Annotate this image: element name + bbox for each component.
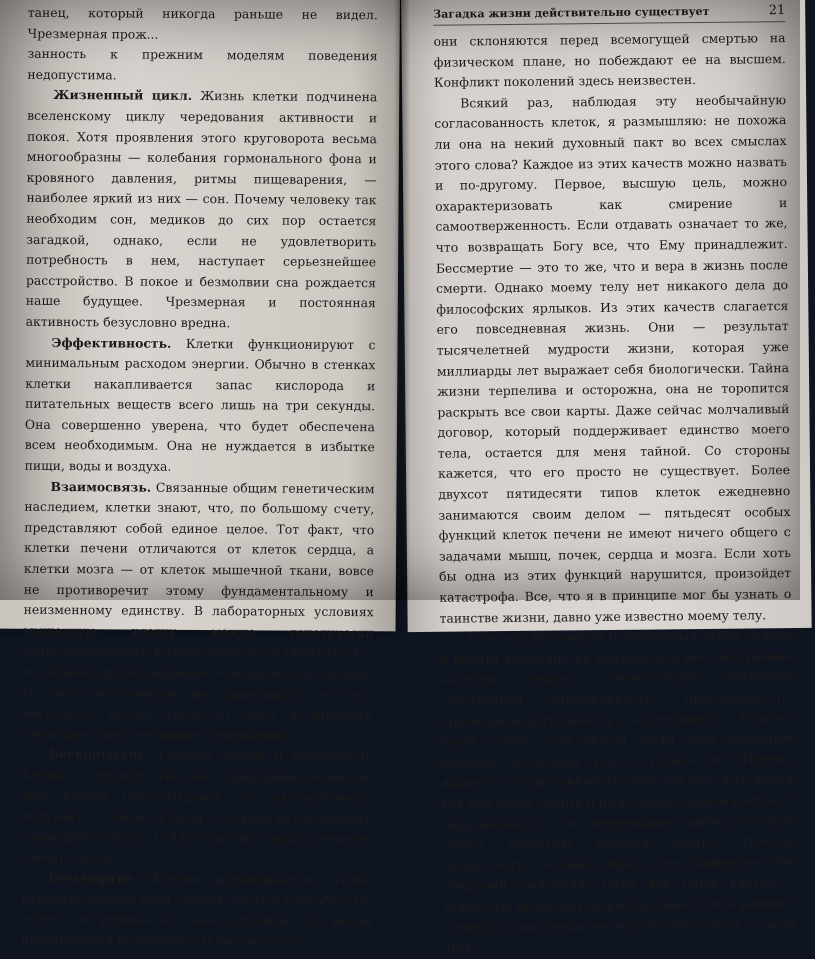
book-gutter: [394, 0, 410, 600]
paragraph: Бескорыстие. Главная задача и способность клетки — отдавать. Так она поддерживает единство всех клеток тела. Отдавая, она автоматически получает — такова вторая половина естественного природного цикла. Стяжательство и накопление не имеют смысла.: [21, 746, 373, 865]
paragraph: занность к прежним моделям поведения недопустима.: [27, 45, 378, 83]
running-head-title: Загадка жизни действительно существует: [433, 4, 710, 21]
term-heading: Эффективность.: [51, 334, 172, 351]
paragraph: танец, который никогда раньше не видел. Чрезмерная прож...: [27, 4, 378, 42]
right-page: [401, 0, 812, 955]
paragraph: А теперь просмотри приведенный выше список и обрати внимание на указанные в нем негативные качества: эгоизм, самоизоляция, ощущение собственной отверженности, пресыщенность, чрезмерная деятельность и агрессивность. Если на наши клетки, что нельзя вести себя подобным образом, то почему так поступаем мы? Почему жадность столь привлекательна для нас, в то время как она несет смерть и разрушение нашим клеткам? Ведь жадность — это величайшая ошибка, которую может допустить раковая клетка. Почему человечество не знает меры в еде, подвергая себя эпидемии ожирения, тогда как наши клетки с точностью до молекулы рассчитывают свой рацион? Почему-то мы, люди, не можем отказаться от всех этих: [439, 627, 795, 955]
paragraph: Эффективность. Клетки функционируют с минимальным расходом энергии. Обычно в стенках клетки накапливается запас кислорода и питательных веществ всего лишь на три секунды. Она совершенно уверена, что будет обеспечена всем необходимым. Она не нуждается в избытке пищи, воды и воздуха.: [24, 334, 376, 474]
page-number: 21: [768, 3, 786, 19]
running-head: [433, 4, 785, 26]
paragraph: Бессмертие. Клетки размножаются, чтобы передать дальше свои знания, опыт и способности, ничего не утаивая от своих потомков. Это некая практическая разновидность бессмертия:: [21, 869, 372, 949]
term-heading: Бессмертие.: [47, 869, 138, 886]
paragraph: Жизненный цикл. Жизнь клетки подчинена вселенскому циклу чередования активности и покоя. Хотя проявления этого круговорота весьма многообразны — колебания гормонального фона и кровяного давления, ритмы пищеварения, — наиболее яркий из них — сон. Почему человеку так необходим сон, медиков до сих пор остается загадкой, однако, если не удовлетворить потребность в нем, наступает серьезнейшее расстройство. В покое и безмолвии сна рождается наше будущее. Чрезмерная и постоянная активность безусловно вредна.: [25, 87, 378, 331]
paragraph: Всякий раз, наблюдая эту необычайную согласованность клеток, я размышляю: не похожа ли она на некий духовный пакт во всех смыслах этого слова? Каждое из этих качеств можно назвать и по-другому. Первое, высшую цель, можно охарактеризовать как смирение и самоотверженность. Если отдавать означает то же, что возвращать Богу все, что Ему принадлежит. Бессмертие — это то же, что и вера в жизнь после смерти. Однако моему телу нет никакого дела до философских ярлыков. Из этих качеств слагается его повседневная жизнь. Они — результат тысячелетней мудрости жизни, которая уже миллиарды лет выражает себя биологически. Тайна жизни терпелива и осторожна, она не торопится раскрыть все свои карты. Даже сейчас молчаливый договор, который поддерживает единство моего тела, остается для меня тайной. Со стороны кажется, что его просто не существует. Более двухсот пятидесяти типов клеток ежедневно занимаются своим делом — пятьдесят особых функций клеток печени не имеют ничего общего с задачами мышц, почек, сердца и мозга. Если хоть бы одна из этих функций нарушится, произойдет катастрофа. Все, что я в принципе мог бы узнать о таинстве жизни, давно уже известно моему телу.: [434, 91, 792, 626]
left-page: [0, 0, 400, 949]
paragraph: они склоняются перед всемогущей смертью на физическом плане, но побеждают ее на высшем. Конфликт поколений здесь неизвестен.: [433, 30, 786, 90]
term-heading: Бескорыстие.: [48, 746, 150, 763]
term-heading: Жизненный цикл.: [53, 87, 193, 104]
right-page-text: [433, 28, 795, 958]
left-page-text: [21, 3, 378, 953]
paragraph: Взаимосвязь. Связанные общим генетическим наследием, клетки знают, что, по большому счету, представляют собой единое целое. Тот факт, что клетки печени отличаются от клеток сердца, а клетки мозга — от клеток мышечной ткани, вовсе не противоречит этому фундаментальному и неизменному единству. В лабораторных условиях мышечную клетку можно генетически трансформировать в сердечную, если обратиться к их общему происхождению. Клетки всегда связаны со своим источником, вне зависимости от того, насколько далеко ушли от него в процессе эволюции. Здесь не бывает отверженных.: [22, 478, 375, 743]
term-heading: Взаимосвязь.: [50, 478, 152, 495]
